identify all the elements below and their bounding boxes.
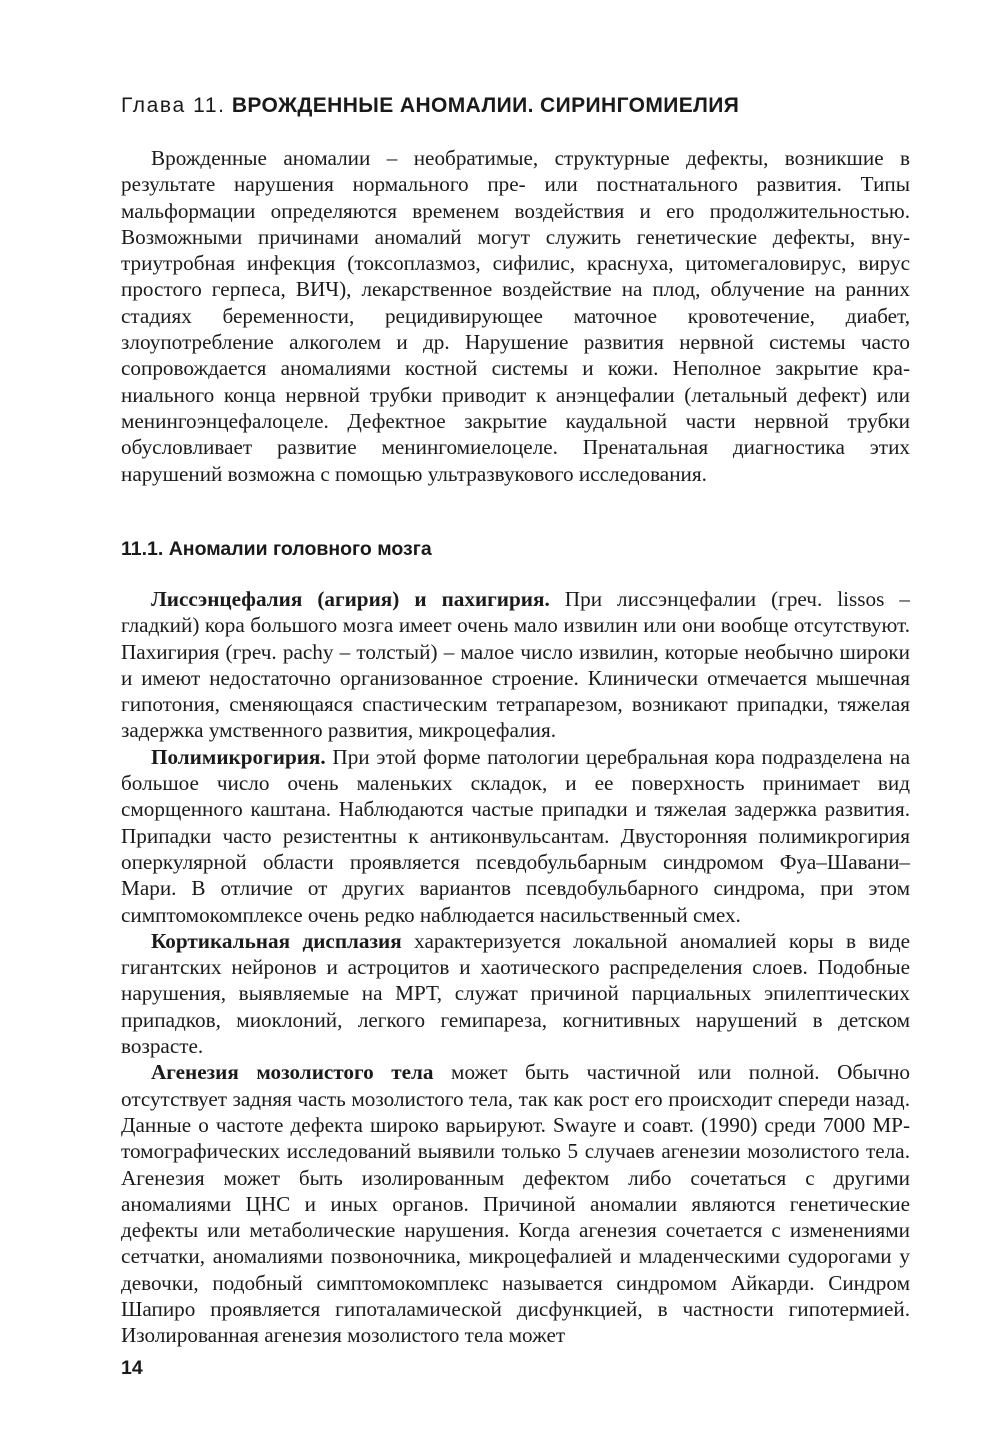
paragraph-cortical-dysplasia	[121, 928, 910, 1059]
paragraph-corpus-callosum-agenesis	[121, 1059, 910, 1348]
page-number: 14	[121, 1357, 143, 1379]
paragraph-text: может быть частичной или полной. Обычно отсутствует задняя часть мозолистого тела, так как рост его происходит спереди назад. Данные о частоте дефекта широко варьируют. Swayre и соавт. (1990) среди 7000 МР-томографических исследований выявили только 5 случаев агенезии мозолистого тела. Агенезия может быть изолированным дефектом либо сочетаться с другими аномалиями ЦНС и иных органов. Причиной аномалии являются генетические дефекты или метаболические нарушения. Когда агенезия сочетается с изменениями сетчатки, аномалиями позвоночника, микроцефалией и младенческими судорогами у девочки, подобный симптомокомплекс называется синдромом Айкарди. Синдром Шапиро проявляется гипоталамической дисфункцией, в частности гипотермией. Изолированная агенезия мозолистого тела может	[121, 1060, 910, 1348]
paragraph-text: характеризуется локальной аномалией коры в виде гигантских нейронов и астроцитов и хаотического распределения слоев. Подобные нарушения, выявляемые на МРТ, служат причиной парциальных эпилептических припадков, миоклоний, легкого гемипареза, когнитивных нарушений в детском возрасте.	[121, 928, 911, 1059]
intro-block	[121, 145, 910, 487]
intro-paragraph: Врожденные аномалии – необратимые, структурные дефекты, возникшие в результате нарушения нормального пре- или постнатального развития. Типы мальформации определяются временем воздействия и его продолжительностью. Возможными причинами аномалий могут служить генетические дефекты, внутриутробная инфекция (токсоплазмоз, сифилис, краснуха, цитомегаловирус, вирус простого герпеса, ВИЧ), лекарственное воздействие на плод, облучение на ранних стадиях беременности, рецидивирующее маточное кровотечение, диабет, злоупотребление алкоголем и др. Нарушение развития нервной системы часто сопровождается аномалиями костной системы и кожи. Неполное закрытие краниального конца нервной трубки приводит к анэнцефалии (летальный дефект) или менингоэнцефалоцеле. Дефектное закрытие каудальной части нервной трубки обусловливает развитие менингомиелоцеле. Пренатальная диагностика этих нарушений возможна с помощью ультразвукового исследования.	[121, 146, 910, 486]
chapter-number: Глава 11.	[121, 94, 226, 117]
paragraph-lissencephaly	[121, 586, 910, 744]
term-corpus-callosum-agenesis: Агенезия мозолистого тела	[151, 1060, 434, 1085]
section-heading: 11.1. Аномалии головного мозга	[121, 538, 432, 560]
term-cortical-dysplasia: Кортикальная дисплазия	[151, 928, 402, 953]
chapter-name: ВРОЖДЕННЫЕ АНОМАЛИИ. СИРИНГОМИЕЛИЯ	[231, 94, 740, 117]
section-body	[121, 586, 910, 1349]
paragraph-polymicrogyria	[121, 744, 910, 928]
term-polymicrogyria: Полимикрогирия.	[151, 744, 326, 769]
chapter-title	[121, 92, 921, 120]
paragraph-text: При лиссэнцефалии (греч. lissos – гладкий) кора большого мозга имеет очень мало извилин или они вообще отсутствуют. Пахигирия (греч. pachy – толстый) – малое число извилин, которые необычно широки и имеют недостаточно организованное строение. Клинически отмечается мышечная гипотония, сменяющаяся спастическим тетрапарезом, возникают припадки, тяжелая задержка умственного развития, микроцефалия.	[121, 587, 910, 743]
term-lissencephaly: Лиссэнцефалия (агирия) и пахигирия.	[151, 587, 550, 611]
paragraph-text: При этой форме патологии церебральная кора подразделена на большое число очень маленьких складок, и ее поверхность принимает вид сморщенного каштана. Наблюдаются частые припадки и тяжелая задержка развития. Припадки часто резистентны к антиконвульсантам. Двусторонняя полимикрогирия оперкулярной области проявляется псевдобульбарным синдромом Фуа–Шавани–Мари. В отличие от других вариантов псевдобульбарного синдрома, при этом симптомокомплексе очень редко наблюдается насильственный смех.	[121, 744, 910, 927]
